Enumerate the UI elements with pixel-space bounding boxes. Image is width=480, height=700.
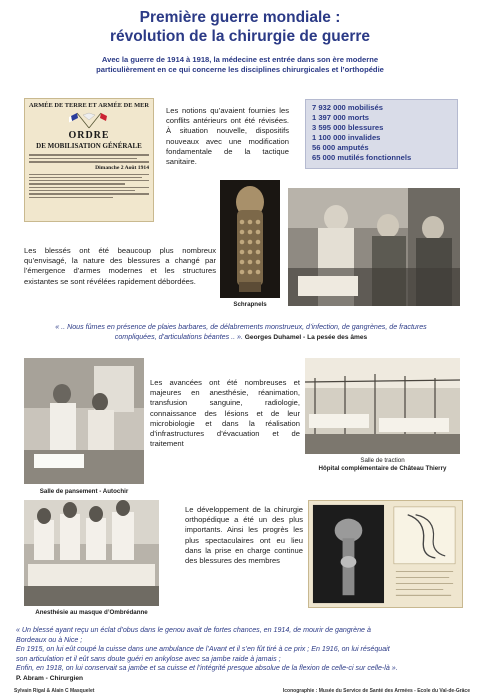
poster-heading-et: ET	[88, 102, 97, 109]
stats-box	[305, 99, 458, 169]
poster-mobilisation: DE MOBILISATION GÉNÉRALE	[36, 142, 142, 150]
caption-schrapnels: Schrapnels	[233, 301, 267, 308]
mobilisation-poster	[24, 98, 154, 222]
poster-date: Dimanche 2 Août 1914	[95, 164, 149, 171]
tricolor-flags-icon	[69, 111, 109, 129]
page-subtitle: Avec la guerre de 1914 à 1918, la médecine est entrée dans son ère moderne	[101, 55, 379, 64]
page-title: Première guerre mondiale :	[139, 9, 341, 26]
poster-order: ORDRE	[68, 130, 110, 141]
caption-traction-line1: Salle de traction	[360, 457, 405, 464]
intro-text: Les notions qu’avaient fournies les conflits antérieurs ont été révisées. À situation nouvelle, dispositifs nouveaux avec une modification fondamentale de la tactique sanitaire.	[166, 106, 289, 167]
abram-quote	[16, 626, 468, 683]
abram-quote-line1: « Un blessé ayant reçu un éclat d’obus dans le genou avait de fortes chances, en 1914, de mourir de gangrène à	[16, 626, 371, 634]
abram-quote-line5: Enfin, en 1918, on lui conservait sa jambe et sa cuisse et l’intégrité presque absolue de la flexion de celle-ci sur celle-là ».	[16, 664, 398, 672]
caption-traction-line2: Hôpital complémentaire de Château Thierry	[318, 465, 447, 472]
caption-anesthesie: Anesthésie au masque d’Ombrédanne	[35, 609, 148, 616]
traction-photo	[305, 358, 460, 454]
poster-heading-left: ARMÉE DE TERRE	[29, 102, 87, 109]
caption-pansement: Salle de pansement - Autochir	[39, 488, 129, 495]
footer-authors: Sylvain Rigal & Alain C Masquelet	[14, 688, 95, 694]
abram-quote-author: P. Abram - Chirurgien	[16, 674, 84, 682]
stat-morts: 1 397 000 morts	[312, 113, 369, 122]
advances-text: Les avancées ont été nombreuses et majeures en anesthésie, réanimation, transfusion sanguine, radiologie, connaissance des lésions et de leur microbiologie et dans la réalisation d’infrastructures d’évacuation et de traitement	[150, 378, 300, 449]
pansement-photo	[24, 358, 144, 484]
abram-quote-line4: son articulation et il eût sans doute guéri en ankylose avec sa jambe raide à jamais ;	[16, 654, 281, 663]
duhamel-quote-line1: « .. Nous fûmes en présence de plaies barbares, de délabrements monstrueux, d’infection, de gangrènes, de fractures	[55, 323, 427, 331]
duhamel-quote	[16, 323, 466, 342]
stat-mutiles: 65 000 mutilés fonctionnels	[312, 153, 412, 162]
xray-card	[308, 500, 463, 608]
stat-blessures: 3 595 000 blessures	[312, 123, 384, 132]
ortho-text: Le développement de la chirurgie orthopédique a été un des plus importants. Ainsi les progrès les plus spectaculaires ont eu lieu dans la prise en charge continue des blessures des membres	[185, 505, 303, 566]
stat-mobilises: 7 932 000 mobilisés	[312, 103, 383, 112]
caption-traction	[305, 457, 460, 473]
footer-credits: Iconographie : Musée du Service de Santé des Armées - Ecole du Val-de-Grâce	[282, 688, 470, 694]
page-subtitle-line2: particulièrement en ce qui concerne les disciplines chirurgicales et l’orthopédie	[96, 65, 384, 74]
wounded-soldiers-photo	[288, 188, 460, 306]
duhamel-quote-author: Georges Duhamel - La pesée des âmes	[242, 333, 368, 341]
abram-quote-line2: Bordeaux ou à Nice ;	[16, 635, 83, 644]
anesthesie-photo	[24, 500, 159, 606]
wounded-text: Les blessés ont été beaucoup plus nombreux qu’envisagé, la nature des blessures a changé par l’émergence d’armes modernes et les structures existantes se sont révélées rapidement débordées.	[24, 246, 216, 286]
abram-quote-line3: En 1915, on lui eût coupé la cuisse dans une ambulance de l’Avant et il s’en fût tiré à ce prix ; En 1916, on lui réséquait	[16, 645, 390, 653]
duhamel-quote-line2: compliquées, d’articulations béantes .. ».	[114, 332, 243, 341]
poster-heading-right: ARMÉE DE MER	[98, 102, 149, 109]
schrapnel-photo	[220, 180, 280, 298]
page-title-line2: révolution de la chirurgie de guerre	[109, 28, 371, 45]
stat-invalides: 1 100 000 invalides	[312, 133, 381, 142]
stat-amputes: 56 000 amputés	[312, 143, 369, 152]
